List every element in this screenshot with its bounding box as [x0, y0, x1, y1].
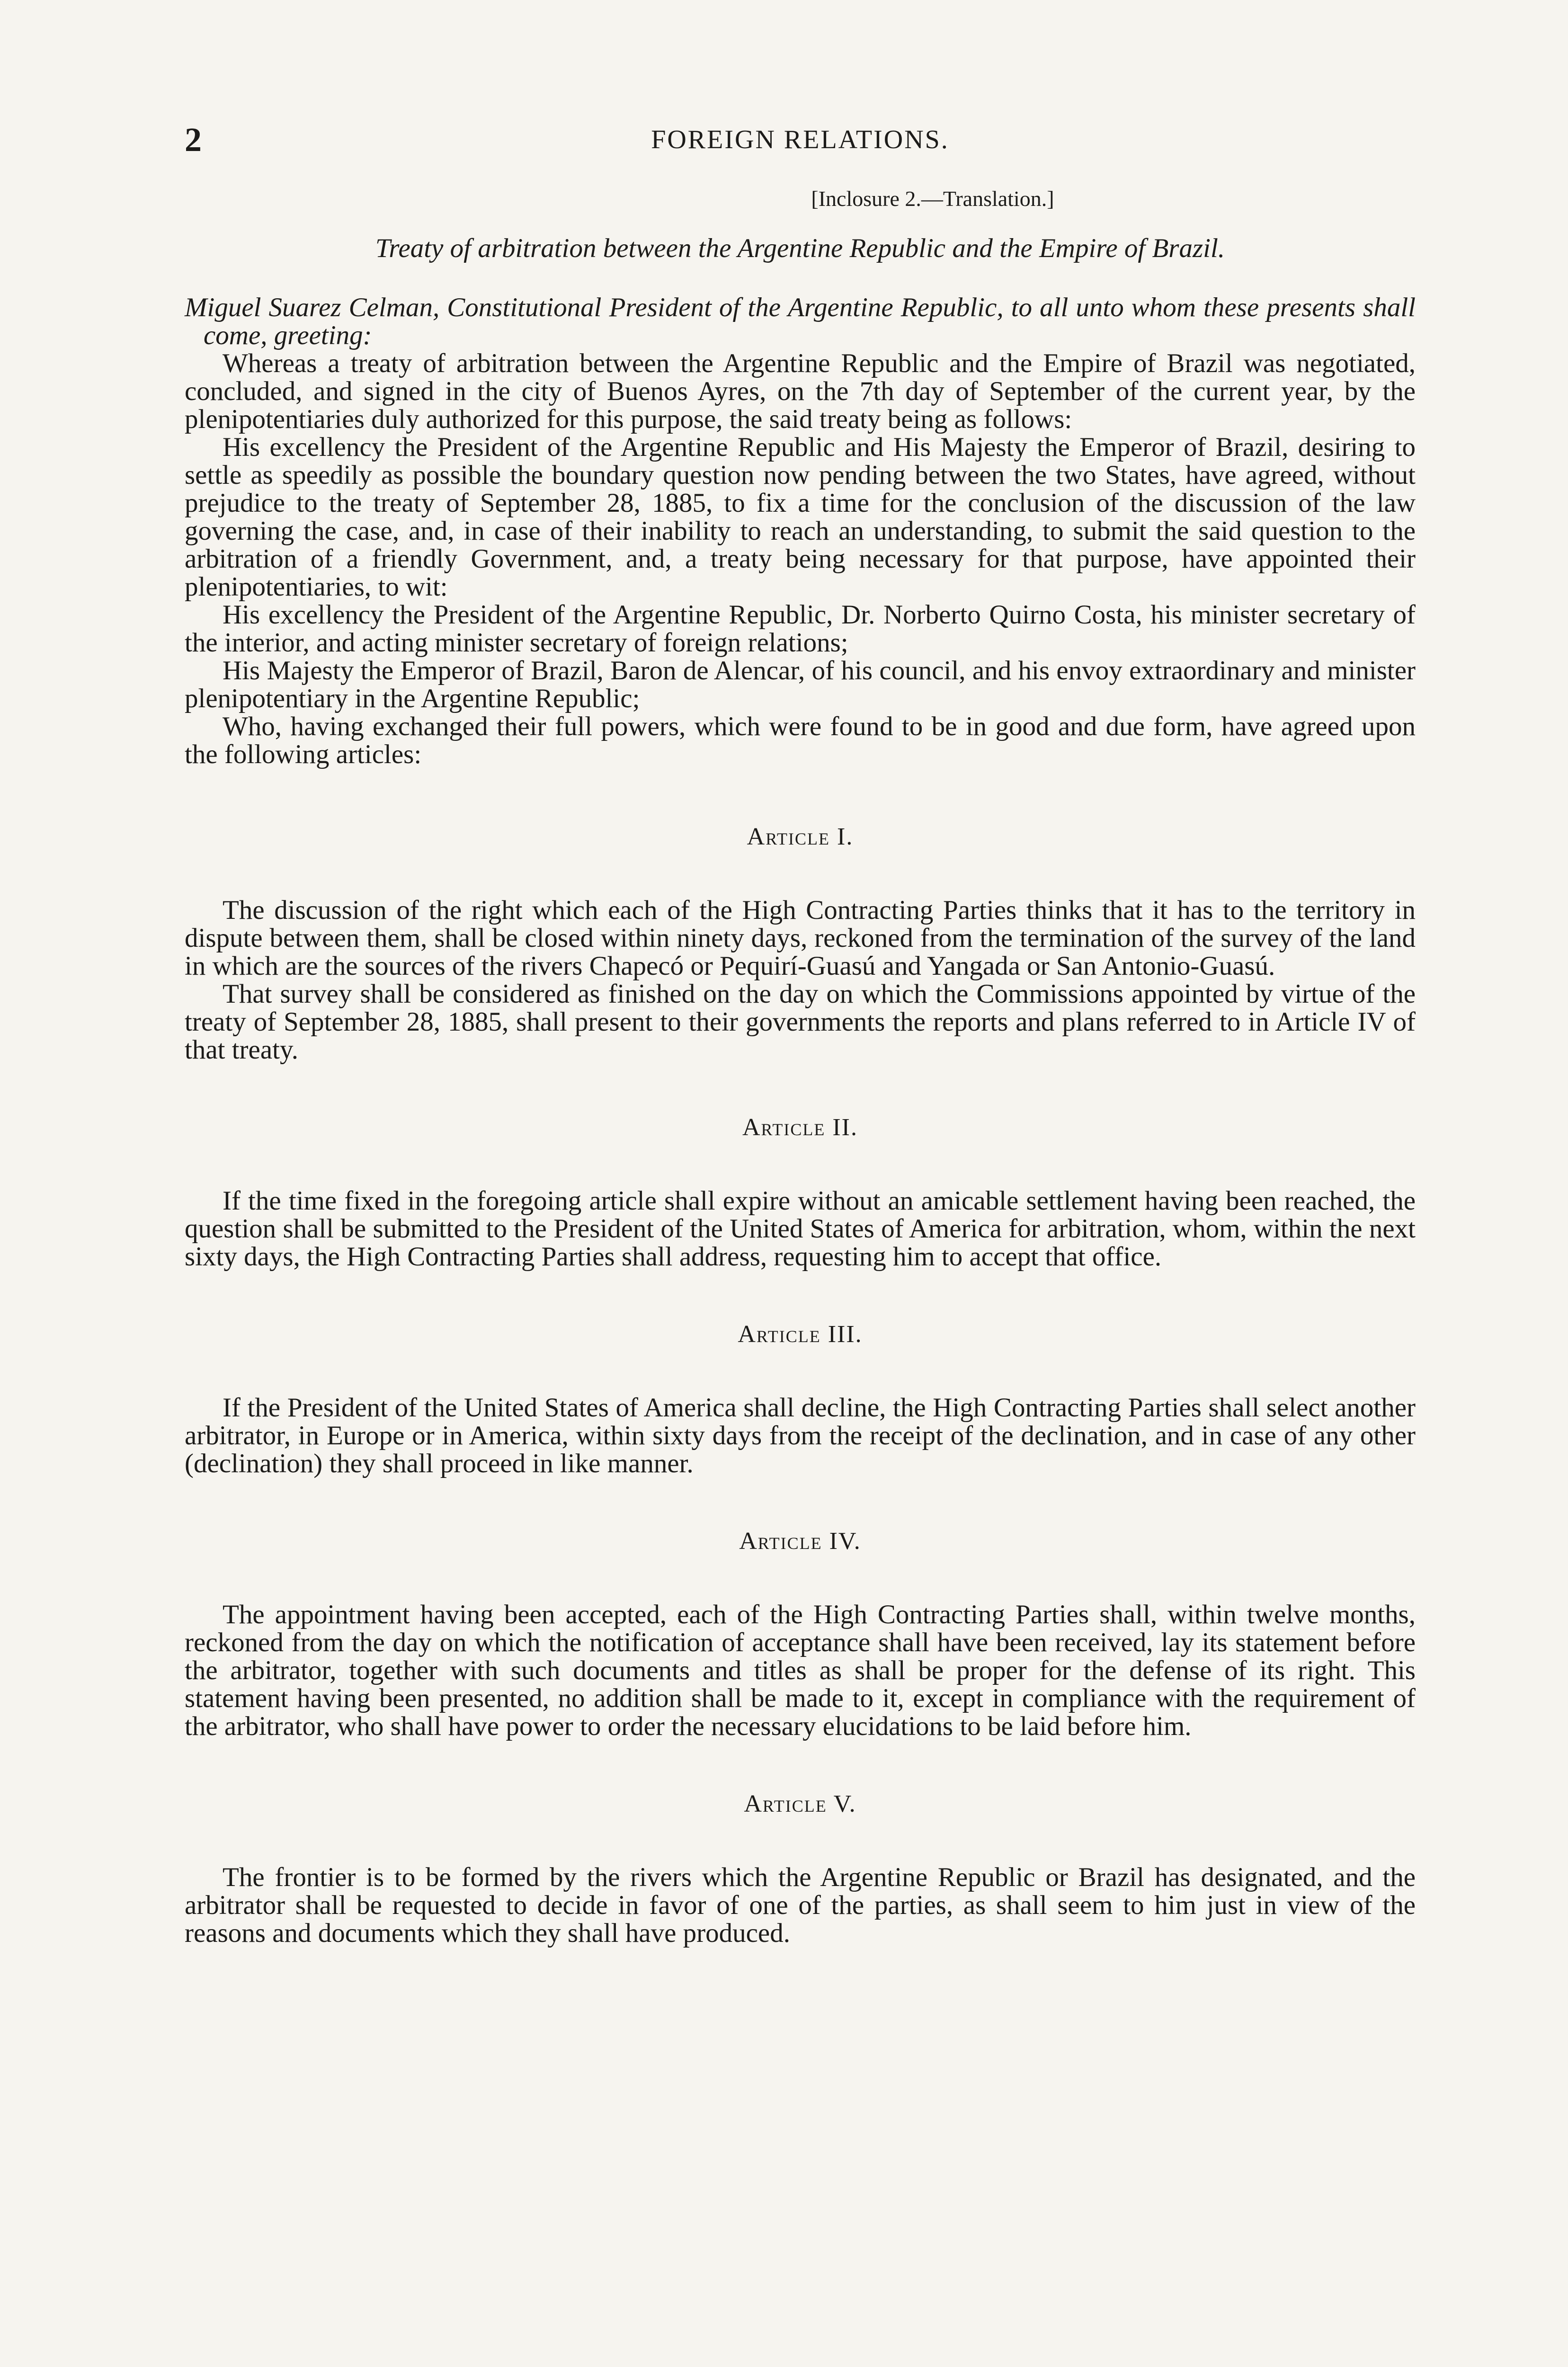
article-heading-1: Article I.: [747, 823, 854, 850]
intro-paragraph: His excellency the President of the Argentine Republic, Dr. Norberto Quirno Costa, his minister secretary of the interior, and acting minister secretary of foreign relations;: [185, 600, 1416, 658]
preamble: Miguel Suarez Celman, Constitutional President of the Argentine Republic, to all unto whom these presents shall come, greeting:: [185, 293, 1416, 350]
article-4-paragraph: The appointment having been accepted, each of the High Contracting Parties shall, within twelve months, reckoned from the day on which the notification of acceptance shall have been received, lay its statement before the arbitrator, together with such documents and titles as shall be proper for the defense of its right. This statement having been presented, no addition shall be made to it, except in compliance with the requirement of the arbitrator, who shall have power to order the necessary elucidations to be laid before him.: [185, 1600, 1416, 1741]
article-heading-4: Article IV.: [739, 1528, 861, 1555]
intro-paragraph: His Majesty the Emperor of Brazil, Baron de Alencar, of his council, and his envoy extraordinary and minister plenipotentiary in the Argentine Republic;: [185, 656, 1416, 713]
intro-paragraph: His excellency the President of the Argentine Republic and His Majesty the Emperor of Brazil, desiring to settle as speedily as possible the boundary question now pending between the two States, have agreed, without prejudice to the treaty of September 28, 1885, to fix a time for the conclusion of the discussion of the law governing the case, and, in case of their inability to reach an understanding, to submit the said question to the arbitration of a friendly Government, and, a treaty being necessary for that purpose, have appointed their plenipotentiaries, to wit:: [185, 432, 1416, 602]
treaty-title: Treaty of arbitration between the Argentine Republic and the Empire of Brazil.: [375, 233, 1225, 263]
article-heading-5: Article V.: [744, 1790, 856, 1817]
article-1-paragraph: The discussion of the right which each of the High Contracting Parties thinks that it has to the territory in dispute between them, shall be closed within ninety days, reckoned from the termination of the survey of the land in which are the sources of the rivers Chapecó or Pequirí-Guasú and Yangada or San Antonio-Guasú.: [185, 895, 1416, 981]
running-head: FOREIGN RELATIONS.: [651, 125, 949, 154]
article-3-paragraph: If the President of the United States of America shall decline, the High Contracting Parties shall select another arbitrator, in Europe or in America, within sixty days from the receipt of the declination, and in case of any other (declination) they shall proceed in like manner.: [185, 1393, 1416, 1478]
page-number: 2: [185, 121, 202, 159]
article-heading-3: Article III.: [738, 1321, 863, 1348]
intro-paragraph: Who, having exchanged their full powers, which were found to be in good and due form, have agreed upon the following articles:: [185, 712, 1416, 769]
article-1-paragraph: That survey shall be considered as finished on the day on which the Commissions appointed by virtue of the treaty of September 28, 1885, shall present to their governments the reports and plans referred to in Article IV of that treaty.: [185, 979, 1416, 1065]
document-body: [185, 185, 1416, 1947]
article-2-paragraph: If the time fixed in the foregoing article shall expire without an amicable settlement having been reached, the question shall be submitted to the President of the United States of America for arbitration, whom, within the next sixty days, the High Contracting Parties shall address, requesting him to accept that office.: [185, 1186, 1416, 1272]
page-header: [185, 118, 1416, 161]
article-5-paragraph: The frontier is to be formed by the rivers which the Argentine Republic or Brazil has designated, and the arbitrator shall be requested to decide in favor of one of the parties, as shall seem to him just in view of the reasons and documents which they shall have produced.: [185, 1862, 1416, 1948]
enclosure-note: [Inclosure 2.—Translation.]: [811, 187, 1054, 211]
intro-paragraph: Whereas a treaty of arbitration between the Argentine Republic and the Empire of Brazil was negotiated, concluded, and signed in the city of Buenos Ayres, on the 7th day of September of the current year, by the plenipotentiaries duly authorized for this purpose, the said treaty being as follows:: [185, 348, 1416, 434]
article-heading-2: Article II.: [742, 1114, 858, 1141]
